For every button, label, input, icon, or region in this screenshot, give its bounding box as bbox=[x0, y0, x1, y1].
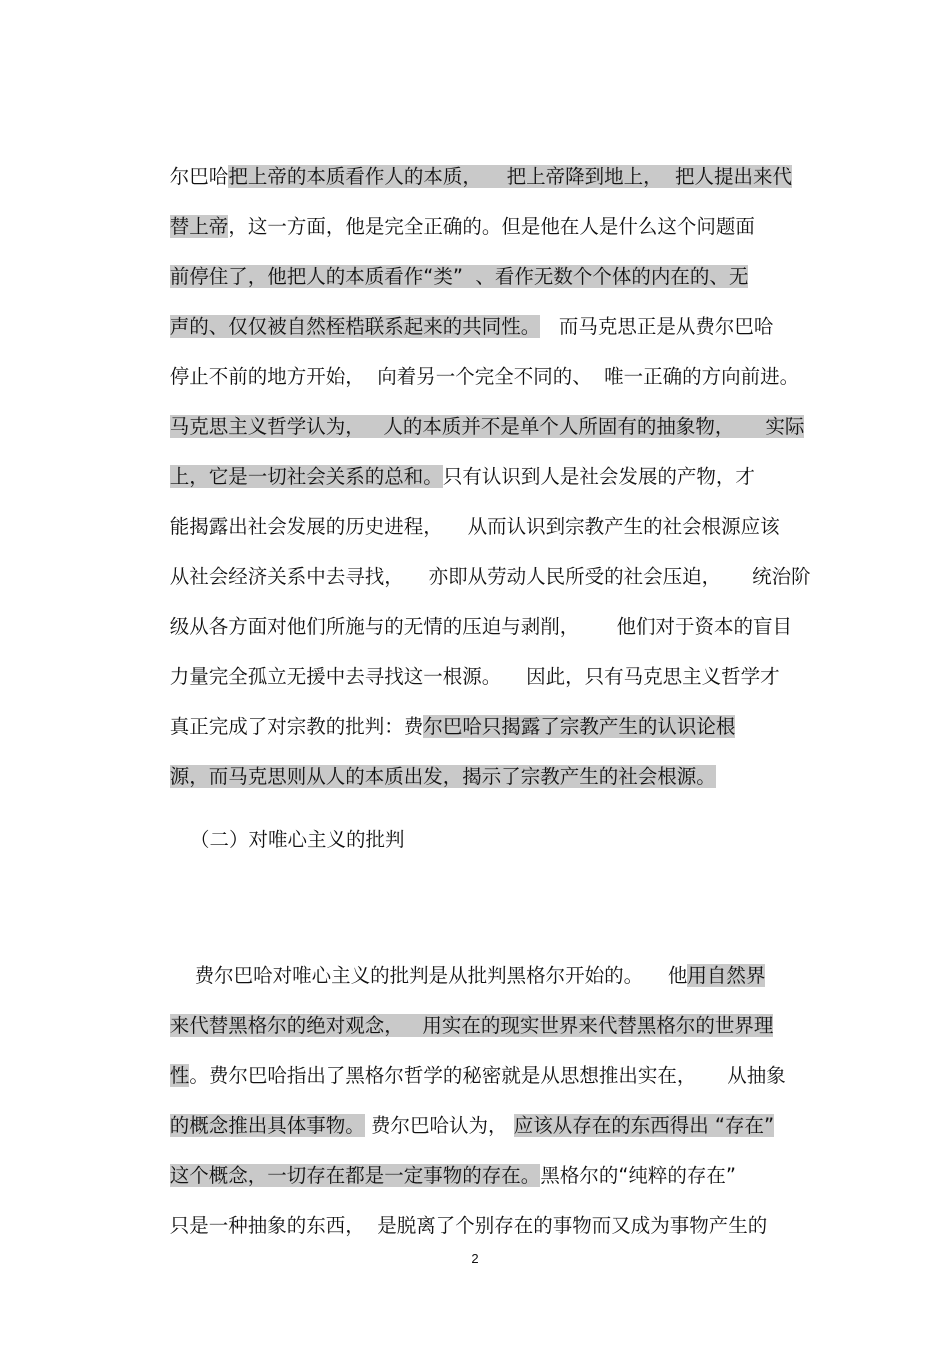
text-line bbox=[145, 423, 805, 488]
text-line bbox=[145, 1172, 805, 1237]
text-run: 而马克思正是从费尔巴哈 bbox=[540, 315, 774, 338]
text-run: 力量完全孤立无援中去寻找这一根源。 因此，只有马克思主义哲学才 bbox=[169, 665, 780, 688]
text-run: 级从各方面对他们所施与的无情的压迫与剥削， 他们对于资本的盲目 bbox=[169, 615, 792, 638]
text-run: 只有认识到人是社会发展的产物，才 bbox=[442, 465, 755, 488]
text-run: 黑格尔的“纯粹的存在” bbox=[540, 1164, 737, 1187]
highlighted-text: 应该从存在的东西得出 “存在” bbox=[513, 1114, 775, 1137]
text-run: 从社会经济关系中去寻找， 亦即从劳动人民所受的社会压迫， 统治阶 bbox=[169, 565, 811, 588]
text-line bbox=[145, 1072, 805, 1137]
text-run: 尔巴哈 bbox=[169, 165, 229, 188]
text-line bbox=[145, 523, 811, 588]
highlighted-text: 来代替黑格尔的绝对观念， 用实在的现实世界来代替黑格尔的世界理 bbox=[169, 1014, 774, 1037]
highlighted-text: 马克思主义哲学认为， 人的本质并不是单个人所固有的抽象物， 实际 bbox=[169, 415, 805, 438]
text-line bbox=[145, 323, 805, 388]
highlighted-text: 用自然界 bbox=[687, 964, 766, 987]
highlighted-text: 源，而马克思则从人的本质出发，揭示了宗教产生的社会根源。 bbox=[169, 765, 716, 788]
highlighted-text: 替上帝 bbox=[169, 215, 229, 238]
text-run: 停止不前的地方开始， 向着另一个完全不同的、 唯一正确的方向前进。 bbox=[169, 365, 800, 388]
highlighted-text: 尔巴哈只揭露了宗教产生的认识论根 bbox=[423, 715, 736, 738]
highlighted-text: 的概念推出具体事物。 bbox=[169, 1114, 365, 1137]
text-line bbox=[145, 972, 805, 1037]
page-number: 2 bbox=[471, 1251, 479, 1266]
text-line bbox=[145, 573, 805, 638]
text-line bbox=[145, 373, 805, 438]
text-line bbox=[145, 673, 805, 738]
text-run: 费尔巴哈认为， bbox=[364, 1114, 514, 1137]
text-run: 费尔巴哈对唯心主义的批判是从批判黑格尔开始的。 他 bbox=[169, 964, 688, 987]
highlighted-text: 这个概念，一切存在都是一定事物的存在。 bbox=[169, 1164, 541, 1187]
highlighted-text: 把上帝的本质看作人的本质， 把上帝降到地上， 把人提出来代 bbox=[228, 165, 793, 188]
text-run: 能揭露出社会发展的历史进程， 从而认识到宗教产生的社会根源应该 bbox=[169, 515, 780, 538]
highlighted-text: 声的、仅仅被自然桎梏联系起来的共同性。 bbox=[169, 315, 541, 338]
text-line bbox=[145, 123, 805, 188]
highlighted-text: 上，它是一切社会关系的总和。 bbox=[169, 465, 443, 488]
highlighted-text: 前停住了，他把人的本质看作“类” 、看作无数个个体的内在的、无 bbox=[169, 265, 749, 288]
text-line bbox=[145, 173, 805, 238]
text-line bbox=[145, 473, 805, 538]
text-run: 只是一种抽象的东西， 是脱离了个别存在的事物而又成为事物产生的 bbox=[169, 1214, 768, 1237]
text-line bbox=[145, 623, 805, 688]
text-line bbox=[145, 223, 805, 288]
text-line bbox=[145, 273, 805, 338]
text-line bbox=[145, 1122, 805, 1187]
text-run: 。费尔巴哈指出了黑格尔哲学的秘密就是从思想推出实在， 从抽象 bbox=[189, 1064, 786, 1087]
text-line bbox=[145, 922, 805, 987]
text-line bbox=[145, 723, 805, 788]
highlighted-text: 性 bbox=[169, 1064, 190, 1087]
section-heading: （二）对唯心主义的批判 bbox=[190, 828, 405, 851]
text-line bbox=[145, 1022, 805, 1087]
text-run: 真正完成了对宗教的批判：费 bbox=[169, 715, 424, 738]
text-run: ，这一方面，他是完全正确的。但是他在人是什么这个问题面 bbox=[228, 215, 755, 238]
